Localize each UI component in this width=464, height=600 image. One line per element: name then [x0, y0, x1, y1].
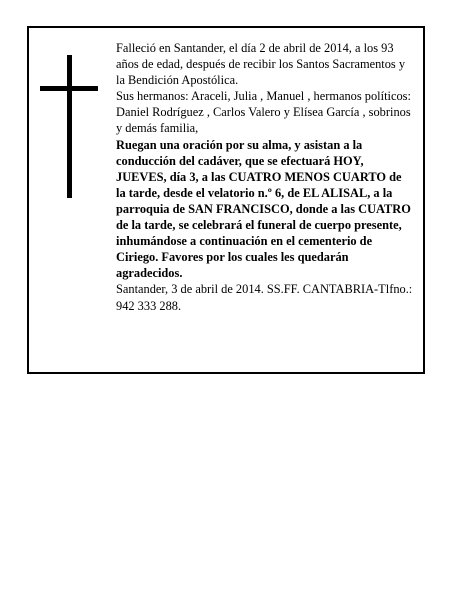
obituary-notice-frame	[27, 26, 425, 374]
cross-horizontal-bar	[40, 86, 98, 91]
cross-icon	[40, 55, 98, 198]
death-announcement: Falleció en Santander, el día 2 de abril de 2014, a los 93 años de edad, después de recibir los Santos Sacramentos y la Bendición Apostólica.	[116, 41, 406, 88]
cross-vertical-bar	[67, 55, 72, 198]
notice-signature: Santander, 3 de abril de 2014. SS.FF. CANTABRIA-Tlfno.: 942 333 288.	[116, 282, 413, 313]
obituary-text	[116, 40, 414, 314]
funeral-request: Ruegan una oración por su alma, y asistan a la conducción del cadáver, que se efectuará HOY, JUEVES, día 3, a las CUATRO MENOS CUARTO de la tarde, desde el velatorio n.º 6, de EL ALISAL, a la parroquia de SAN FRANCISCO, donde a las CUATRO de la tarde, se celebrará el funeral de cuerpo presente, inhumándose a continuación en el cementerio de Ciriego. Favores por los cuales les quedarán agradecidos.	[116, 137, 411, 281]
family-members: Sus hermanos: Araceli, Julia , Manuel , hermanos políticos: Daniel Rodríguez , Carlos Valero y Elísea García , sobrinos y demás familia,	[116, 89, 411, 136]
